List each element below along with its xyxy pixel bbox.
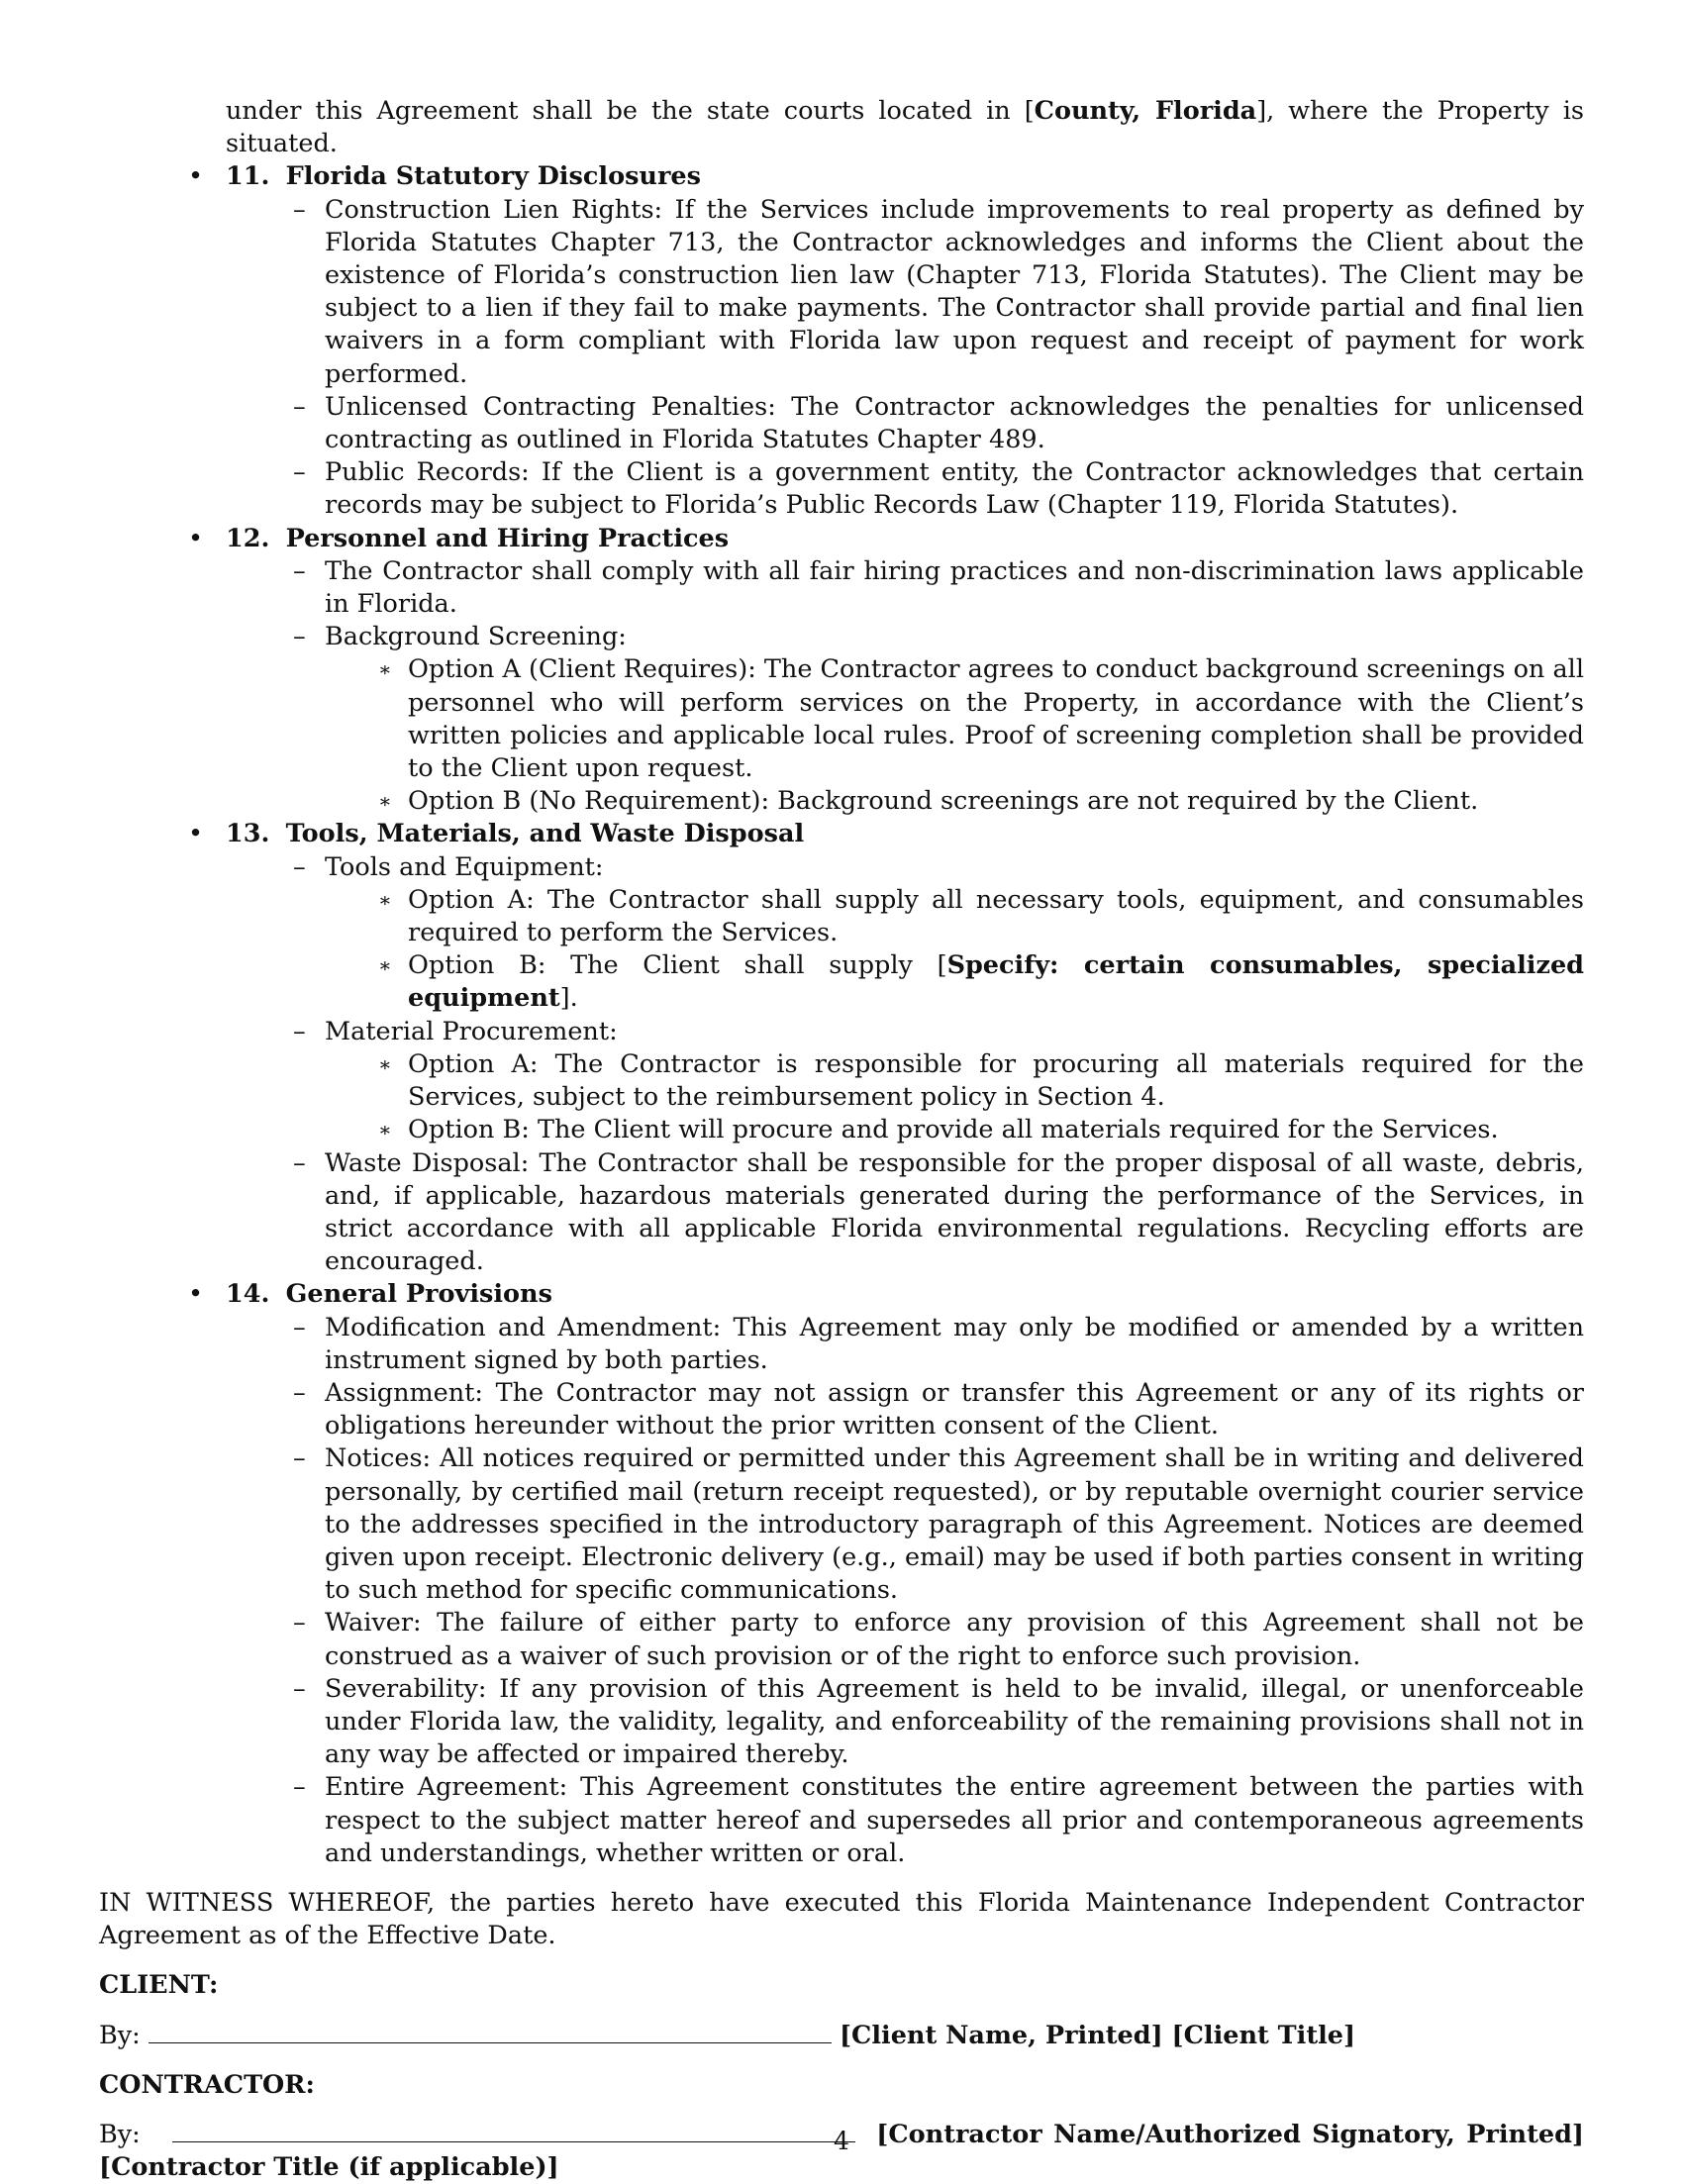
document-page <box>99 95 1584 2184</box>
dash-icon: – <box>293 1443 306 1474</box>
section-12-items <box>158 555 1584 819</box>
list-item: – Entire Agreement: This Agreement constitutes the entire agreement between the parties with respect to the subject matter hereof and supersedes all prior and contemporaneous agreements and understandings, whether written or oral. <box>293 1772 1584 1868</box>
sub-list-item: ∗ Option A: The Contractor shall supply all necessary tools, equipment, and consumables required to perform the Services. <box>378 884 1584 948</box>
list-item: – Modification and Amendment: This Agreement may only be modified or amended by a written instrument signed by both parties. <box>293 1312 1584 1375</box>
section-title: Personnel and Hiring Practices <box>285 523 730 553</box>
section-12 <box>158 523 1584 555</box>
contractor-heading: CONTRACTOR: <box>99 2069 315 2100</box>
list-item: – Public Records: If the Client is a government entity, the Contractor acknowledges that certain records may be subject to Florida’s Public Records Law (Chapter 119, Florida Statutes). <box>293 457 1584 521</box>
dash-icon: – <box>293 391 306 422</box>
section-title: Florida Statutory Disclosures <box>285 161 701 192</box>
list-item: – The Contractor shall comply with all fair hiring practices and non-discrimination laws applicable in Florida. <box>293 555 1584 620</box>
contractor-fields: [Contractor Name/Authorized Signatory, Printed] [Contractor Title (if applicable)] <box>99 2119 1584 2183</box>
asterisk-icon: ∗ <box>378 789 392 814</box>
governing-law-tail: under this Agreement shall be the state courts located in [County, Florida], where the Property is situated. <box>226 96 1584 159</box>
dash-icon: – <box>293 1377 306 1408</box>
section-number: 12. <box>226 523 270 553</box>
sub-list-item: ∗ Option B (No Requirement): Background screenings are not required by the Client. <box>376 785 1584 818</box>
dash-icon: – <box>293 1312 306 1342</box>
sub-list-item: ∗ Option B: The Client shall supply [Specify: certain consumables, specialized equipment]. <box>378 950 1584 1014</box>
list-item: – Construction Lien Rights: If the Services include improvements to real property as defined by Florida Statutes Chapter 713, the Contractor acknowledges and informs the Client about the existence of Florida’s construction lien law (Chapter 713, Florida Statutes). The Client may be subject to a lien if they fail to make payments. The Contractor shall provide partial and final lien waivers in a form compliant with Florida law upon request and receipt of payment for work performed. <box>293 194 1584 389</box>
list-item: – Notices: All notices required or permitted under this Agreement shall be in writing and delivered personally, by certified mail (return receipt requested), or by reputable overnight courier service to the addresses specified in the introductory paragraph of this Agreement. Notices are deemed given upon receipt. Electronic delivery (e.g., email) may be used if both parties consent in writing to such method for specific communications. <box>293 1443 1584 1606</box>
asterisk-icon: ∗ <box>378 887 392 912</box>
list-item: – Severability: If any provision of this Agreement is held to be invalid, illegal, or unenforceable under Florida law, the validity, legality, and enforceability of the remaining provisions shall not in any way be affected or impaired thereby. <box>293 1673 1584 1770</box>
list-item: – Material Procurement: ∗ Option A: The Contractor is responsible for procuring all materials required for the Services, subject to the reimbursement policy in Section 4. ∗ Option B: The Client will procure and provide all materials required for the Services. <box>293 1016 1584 1147</box>
contractor-signature-line: By: [Contractor Name/Authorized Signatory, Printed] [Contractor Title (if applicable)] <box>99 2119 1584 2183</box>
section-number: 11. <box>226 161 270 192</box>
sub-list-item: ∗ Option B: The Client will procure and provide all materials required for the Services. <box>376 1114 1584 1146</box>
section-number: 13. <box>226 819 270 849</box>
section-title: Tools, Materials, and Waste Disposal <box>285 819 805 849</box>
list-item: – Waiver: The failure of either party to enforce any provision of this Agreement shall not be construed as a waiver of such provision or of the right to enforce such provision. <box>293 1608 1584 1671</box>
client-signature-line: By: [Client Name, Printed] [Client Title] <box>99 2020 1356 2050</box>
dash-icon: – <box>293 555 306 586</box>
section-14 <box>158 1278 1584 1311</box>
client-signature-field[interactable] <box>148 2021 832 2043</box>
bullet-icon: • <box>188 1279 204 1310</box>
asterisk-icon: ∗ <box>378 1051 392 1076</box>
list-item: – Assignment: The Contractor may not assign or transfer this Agreement or any of its rights or obligations hereunder without the prior written consent of the Client. <box>293 1377 1584 1441</box>
dash-icon: – <box>293 194 306 225</box>
section-14-items <box>158 1312 1584 1870</box>
page-number: 4 <box>834 2127 849 2155</box>
list-item: – Unlicensed Contracting Penalties: The Contractor acknowledges the penalties for unlicensed contracting as outlined in Florida Statutes Chapter 489. <box>293 391 1584 455</box>
asterisk-icon: ∗ <box>378 953 392 978</box>
dash-icon: – <box>293 457 306 488</box>
sub-list-item: ∗ Option A (Client Requires): The Contractor agrees to conduct background screenings on all personnel who will perform services on the Property, in accordance with the Client’s written policies and applicable local rules. Proof of screening completion shall be provided to the Client upon request. <box>378 654 1584 784</box>
dash-icon: – <box>293 1608 306 1638</box>
list-item: – Waste Disposal: The Contractor shall be responsible for the proper disposal of all waste, debris, and, if applicable, hazardous materials generated during the performance of the Services, in strict accordance with all applicable Florida environmental regulations. Recycling efforts are encouraged. <box>293 1147 1584 1277</box>
dash-icon: – <box>293 1772 306 1803</box>
bullet-icon: • <box>188 523 204 553</box>
dash-icon: – <box>293 1147 306 1178</box>
section-title: General Provisions <box>285 1279 552 1310</box>
section-13-items <box>158 851 1584 1279</box>
list-item: – Background Screening: ∗ Option A (Client Requires): The Contractor agrees to conduct background screenings on all personnel who will perform services on the Property, in accordance with the Client’s written policies and applicable local rules. Proof of screening completion shall be provided to the Client upon request. ∗ Option B (No Requirement): Background screenings are not required by the Client. <box>293 621 1584 818</box>
client-heading: CLIENT: <box>99 1970 219 2001</box>
asterisk-icon: ∗ <box>378 1118 392 1142</box>
list-item: – Tools and Equipment: ∗ Option A: The Contractor shall supply all necessary tools, equipment, and consumables required to perform the Services. ∗ Option B: The Client shall supply [Specify: certain consumables, specialized equipment]. <box>293 851 1584 1016</box>
client-fields: [Client Name, Printed] [Client Title] <box>839 2020 1356 2050</box>
dash-icon: – <box>293 851 306 882</box>
sub-list-item: ∗ Option A: The Contractor is responsible for procuring all materials required for the Services, subject to the reimbursement policy in Section 4. <box>378 1048 1584 1113</box>
asterisk-icon: ∗ <box>378 657 392 682</box>
section-11 <box>158 160 1584 193</box>
section-13 <box>158 818 1584 850</box>
section-11-items <box>158 194 1584 523</box>
dash-icon: – <box>293 622 306 652</box>
witness-clause: IN WITNESS WHEREOF, the parties hereto have executed this Florida Maintenance Independent Contractor Agreement as of the Effective Date. <box>99 1887 1584 1951</box>
bullet-icon: • <box>188 161 204 192</box>
section-number: 14. <box>226 1279 270 1310</box>
bullet-icon: • <box>188 819 204 849</box>
dash-icon: – <box>293 1673 306 1704</box>
dash-icon: – <box>293 1016 306 1046</box>
